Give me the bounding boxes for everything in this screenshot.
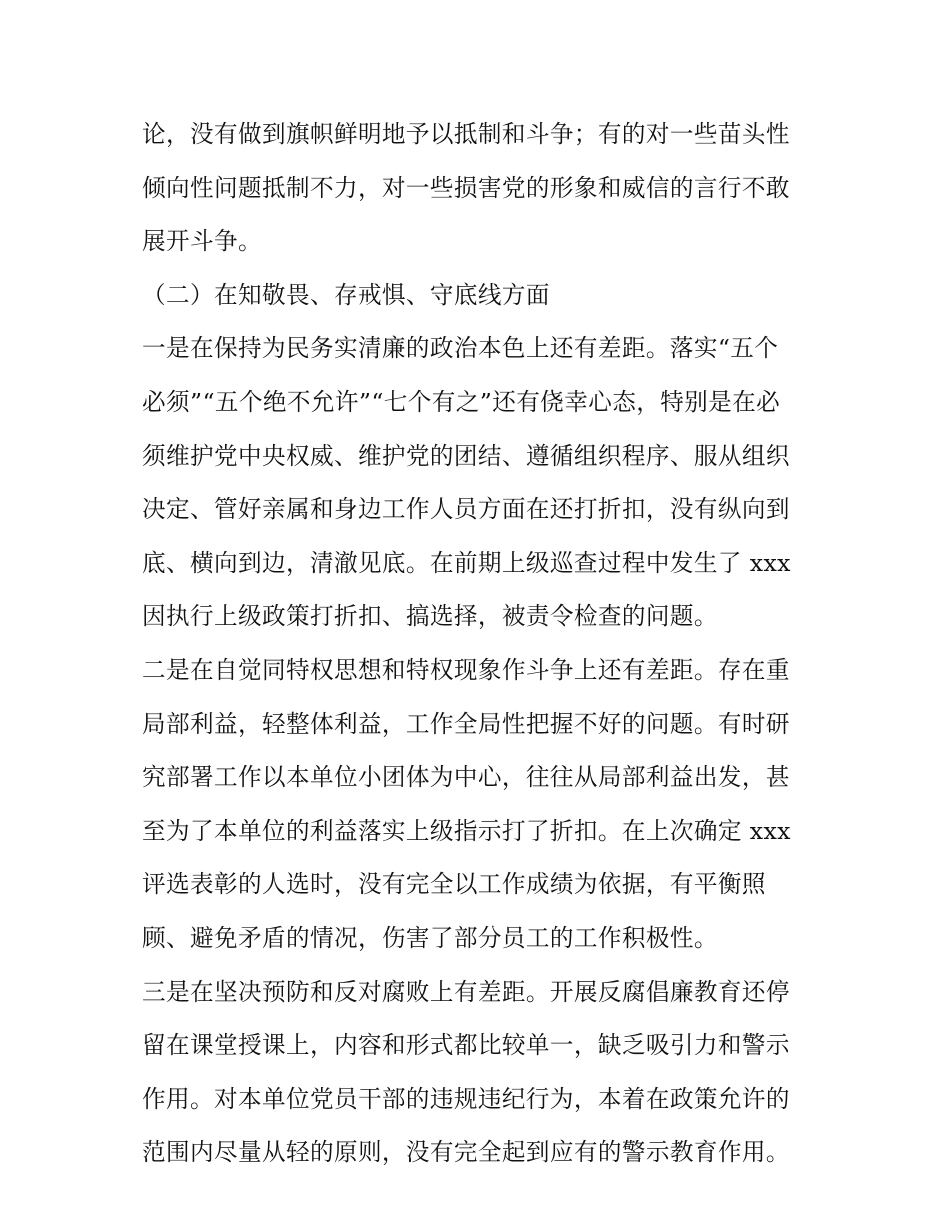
- text-line: 究部署工作以本单位小团体为中心，往往从局部利益出发，甚: [142, 763, 790, 792]
- text-line: 必须”“五个绝不允许”“七个有之”还有侥幸心态，特别是在必: [142, 387, 781, 416]
- text-line: 评选表彰的人选时，没有完全以工作成绩为依据，有平衡照: [142, 870, 766, 899]
- text-line: 局部利益，轻整体利益，工作全局性把握不好的问题。有时研: [142, 709, 790, 738]
- text-line: 范围内尽量从轻的原则，没有完全起到应有的警示教育作用。: [142, 1138, 790, 1167]
- text-line: 倾向性问题抵制不力，对一些损害党的形象和威信的言行不敢: [142, 173, 790, 202]
- body-text: [142, 108, 814, 1180]
- text-line: 顾、避免矛盾的情况，伤害了部分员工的工作积极性。: [142, 923, 718, 952]
- text-line: 须维护党中央权威、维护党的团结、遵循组织程序、服从组织: [142, 441, 790, 470]
- text-line: 底、横向到边，清澈见底。在前期上级巡查过程中发生了 xxx: [142, 548, 791, 577]
- text-line: 决定、管好亲属和身边工作人员方面在还打折扣，没有纵向到: [142, 495, 790, 524]
- text-line: 至为了本单位的利益落实上级指示打了折扣。在上次确定 xxx: [142, 816, 791, 845]
- text-line: 因执行上级政策打折扣、搞选择，被责令检查的问题。: [142, 602, 718, 631]
- section-heading: （二）在知敬畏、存戒惧、守底线方面: [142, 280, 550, 309]
- text-line: 论，没有做到旗帜鲜明地予以抵制和斗争；有的对一些苗头性: [142, 120, 790, 148]
- text-line: 作用。对本单位党员干部的违规违纪行为，本着在政策允许的: [142, 1084, 790, 1113]
- text-line: 一是在保持为民务实清廉的政治本色上还有差距。落实“五个: [142, 334, 779, 363]
- text-line: 展开斗争。: [142, 227, 262, 256]
- text-line: 三是在坚决预防和反对腐败上有差距。开展反腐倡廉教育还停: [142, 977, 790, 1006]
- text-line: 留在课堂授课上，内容和形式都比较单一，缺乏吸引力和警示: [142, 1031, 790, 1060]
- text-line: 二是在自觉同特权思想和特权现象作斗争上还有差距。存在重: [142, 655, 790, 684]
